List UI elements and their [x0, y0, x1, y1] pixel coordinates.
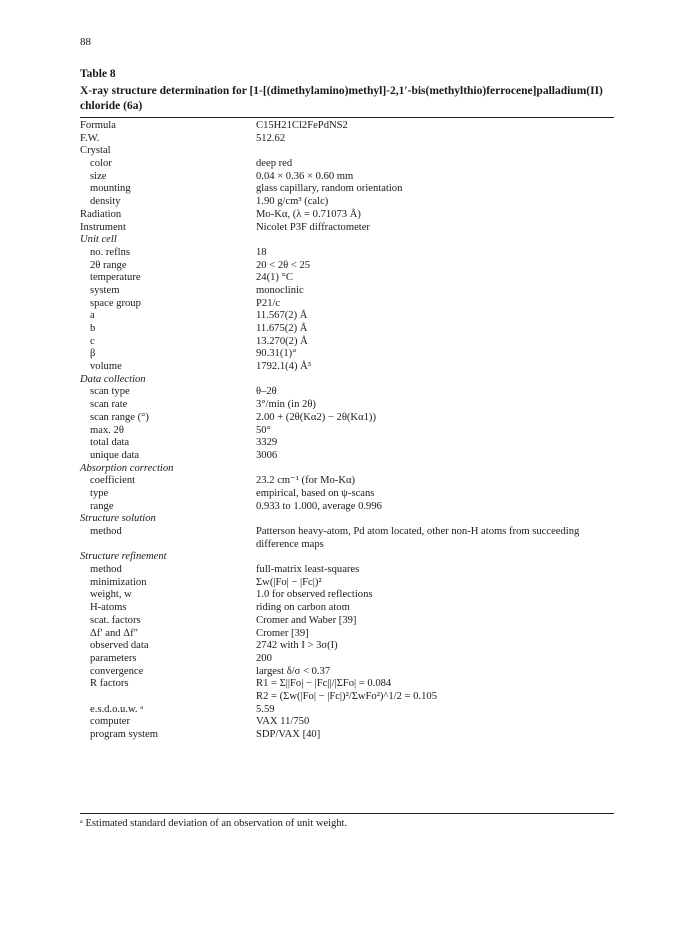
table-row [80, 399, 614, 412]
row-label: range [90, 500, 114, 512]
table-row [80, 310, 614, 323]
table-footnote: ᵃ Estimated standard deviation of an observation of unit weight. [80, 818, 348, 829]
row-label: Radiation [80, 208, 122, 220]
row-value [256, 513, 614, 526]
row-value: 2742 with I > 3σ(I) [256, 640, 338, 652]
row-label: minimization [90, 576, 147, 588]
table-top-rule [80, 117, 614, 118]
row-label: Formula [80, 120, 116, 131]
table-row [80, 374, 614, 387]
row-value [256, 463, 614, 476]
row-label: scan rate [90, 399, 128, 411]
table-row [80, 260, 614, 273]
table-row [80, 361, 614, 374]
table-row [80, 348, 614, 361]
row-value: SDP/VAX [40] [256, 729, 321, 741]
row-label: max. 2θ [90, 424, 124, 436]
row-label: R factors [90, 678, 129, 690]
table-row [80, 640, 614, 653]
row-value: 90.31(1)° [256, 348, 297, 360]
row-label: method [90, 564, 122, 576]
row-label: type [90, 487, 109, 499]
row-label: convergence [90, 665, 144, 677]
row-label: no. reflns [90, 246, 131, 258]
row-label: volume [90, 361, 122, 373]
table-row [80, 336, 614, 349]
row-value: riding on carbon atom [256, 602, 350, 614]
table-row [80, 653, 614, 666]
row-value: 512.62 [256, 132, 286, 144]
row-value: 200 [256, 652, 272, 664]
table-row [80, 120, 614, 133]
page-number: 88 [80, 36, 91, 48]
row-label [80, 691, 256, 704]
table-row [80, 628, 614, 641]
table-row [80, 247, 614, 260]
table-row [80, 272, 614, 285]
row-label: method [90, 526, 122, 537]
row-label: c [90, 335, 95, 347]
row-label: total data [90, 437, 130, 449]
row-value: glass capillary, random orientation [256, 183, 403, 195]
row-value: 1792.1(4) Å³ [256, 361, 311, 373]
row-value: 11.675(2) Å [256, 323, 308, 334]
row-value: Nicolet P3F diffractometer [256, 221, 370, 233]
row-value: 11.567(2) Å [256, 310, 308, 322]
row-value: empirical, based on ψ-scans [256, 487, 375, 499]
table-row [80, 615, 614, 628]
table-row [80, 602, 614, 615]
row-label: Absorption correction [80, 462, 174, 474]
row-label: Instrument [80, 221, 126, 233]
row-label: scan type [90, 386, 130, 398]
row-value: 23.2 cm⁻¹ (for Mo-Kα) [256, 475, 356, 487]
table-body [80, 120, 614, 742]
row-value: 3°/min (in 2θ) [256, 399, 316, 411]
row-label: coefficient [90, 475, 136, 487]
row-value: R1 = Σ||Fo| − |Fc||/|ΣFo| = 0.084 [256, 678, 392, 690]
row-label: a [90, 310, 95, 322]
row-value: largest δ/σ < 0.37 [256, 665, 331, 677]
table-row [80, 589, 614, 602]
table-row [80, 513, 614, 526]
row-value [256, 234, 614, 247]
row-label: b [90, 323, 96, 334]
row-value: 50° [256, 424, 271, 436]
table-row [80, 716, 614, 729]
row-label: Structure solution [80, 513, 156, 525]
row-value: Cromer [39] [256, 627, 309, 639]
row-label: Data collection [80, 373, 146, 385]
row-label: system [90, 284, 120, 296]
table-row [80, 450, 614, 463]
table-row [80, 183, 614, 196]
table-row [80, 209, 614, 222]
table-bottom-rule [80, 813, 614, 814]
table-label: Table 8 [80, 68, 116, 80]
table-row [80, 158, 614, 171]
row-label: unique data [90, 449, 140, 461]
row-label: H-atoms [90, 602, 127, 614]
table-row [80, 133, 614, 146]
row-value: Patterson heavy-atom, Pd atom located, other non-H atoms from succeeding difference maps [256, 526, 580, 550]
table-row [80, 145, 614, 158]
row-label: Δf′ and Δf″ [90, 627, 139, 639]
table-row [80, 222, 614, 235]
row-label: size [90, 170, 107, 182]
row-label: temperature [90, 272, 141, 284]
row-label: Crystal [80, 145, 111, 157]
table-row [80, 437, 614, 450]
row-value: R2 = (Σw(|Fo| − |Fc|)²/ΣwFo²)^1/2 = 0.105 [256, 690, 438, 702]
row-value [256, 374, 614, 387]
row-label: density [90, 196, 121, 208]
table-row [80, 323, 614, 336]
row-value: 18 [256, 246, 267, 258]
row-label: mounting [90, 183, 131, 195]
row-label: F.W. [80, 132, 100, 144]
row-value: 3329 [256, 437, 278, 449]
row-label: Unit cell [80, 234, 117, 246]
row-label: parameters [90, 652, 137, 664]
row-label: 2θ range [90, 259, 127, 271]
row-label: β [90, 348, 96, 360]
row-label: weight, w [90, 589, 132, 601]
table-row [80, 704, 614, 717]
row-label: space group [90, 297, 141, 309]
table-row [80, 234, 614, 247]
table-row [80, 501, 614, 514]
row-label: e.s.d.o.u.w. ᵃ [90, 703, 144, 715]
row-value: 1.0 for observed reflections [256, 589, 373, 601]
row-value: 0.04 × 0.36 × 0.60 mm [256, 170, 354, 182]
row-label: observed data [90, 640, 149, 652]
table-row [80, 678, 614, 691]
table-row [80, 526, 614, 551]
row-value: 20 < 2θ < 25 [256, 259, 311, 271]
table-row [80, 425, 614, 438]
table-caption: X-ray structure determination for [1-[(dimethylamino)methyl]-2,1′-bis(methylthio)ferrocene]palladium(II) chloride (6a) [80, 85, 603, 112]
row-label: scat. factors [90, 614, 141, 626]
table-row [80, 463, 614, 476]
table-row [80, 577, 614, 590]
table-row [80, 666, 614, 679]
row-value: 13.270(2) Å [256, 335, 308, 347]
table-row [80, 729, 614, 742]
row-value: C15H21Cl2FePdNS2 [256, 120, 348, 131]
table-row [80, 298, 614, 311]
table-row [80, 691, 614, 704]
table-row [80, 564, 614, 577]
table-row [80, 386, 614, 399]
table-row [80, 285, 614, 298]
row-value: Σw(|Fo| − |Fc|)² [256, 576, 322, 588]
row-value: 5.59 [256, 703, 275, 715]
row-value: monoclinic [256, 284, 304, 296]
row-label: color [90, 158, 112, 170]
table-row [80, 171, 614, 184]
row-value: 3006 [256, 449, 278, 461]
row-value: full-matrix least-squares [256, 564, 360, 576]
row-value: 2.00 + (2θ(Kα2) − 2θ(Kα1)) [256, 411, 376, 423]
row-value: θ–2θ [256, 386, 277, 398]
row-value: Cromer and Waber [39] [256, 614, 357, 626]
table-row [80, 412, 614, 425]
row-value: VAX 11/750 [256, 716, 310, 728]
table-row [80, 475, 614, 488]
row-value: Mo-Kα, (λ = 0.71073 Å) [256, 208, 361, 220]
row-value: 1.90 g/cm³ (calc) [256, 196, 329, 208]
table-row [80, 196, 614, 209]
row-value: 0.933 to 1.000, average 0.996 [256, 500, 382, 512]
row-label: scan range (°) [90, 411, 149, 423]
row-label: Structure refinement [80, 551, 167, 563]
row-label: program system [90, 729, 158, 741]
row-value: P21/c [256, 297, 281, 309]
row-value [256, 551, 614, 564]
table-row [80, 488, 614, 501]
row-value: 24(1) °C [256, 272, 293, 284]
row-value: deep red [256, 158, 293, 170]
row-value [256, 145, 614, 158]
table-row [80, 551, 614, 564]
row-label: computer [90, 716, 131, 728]
